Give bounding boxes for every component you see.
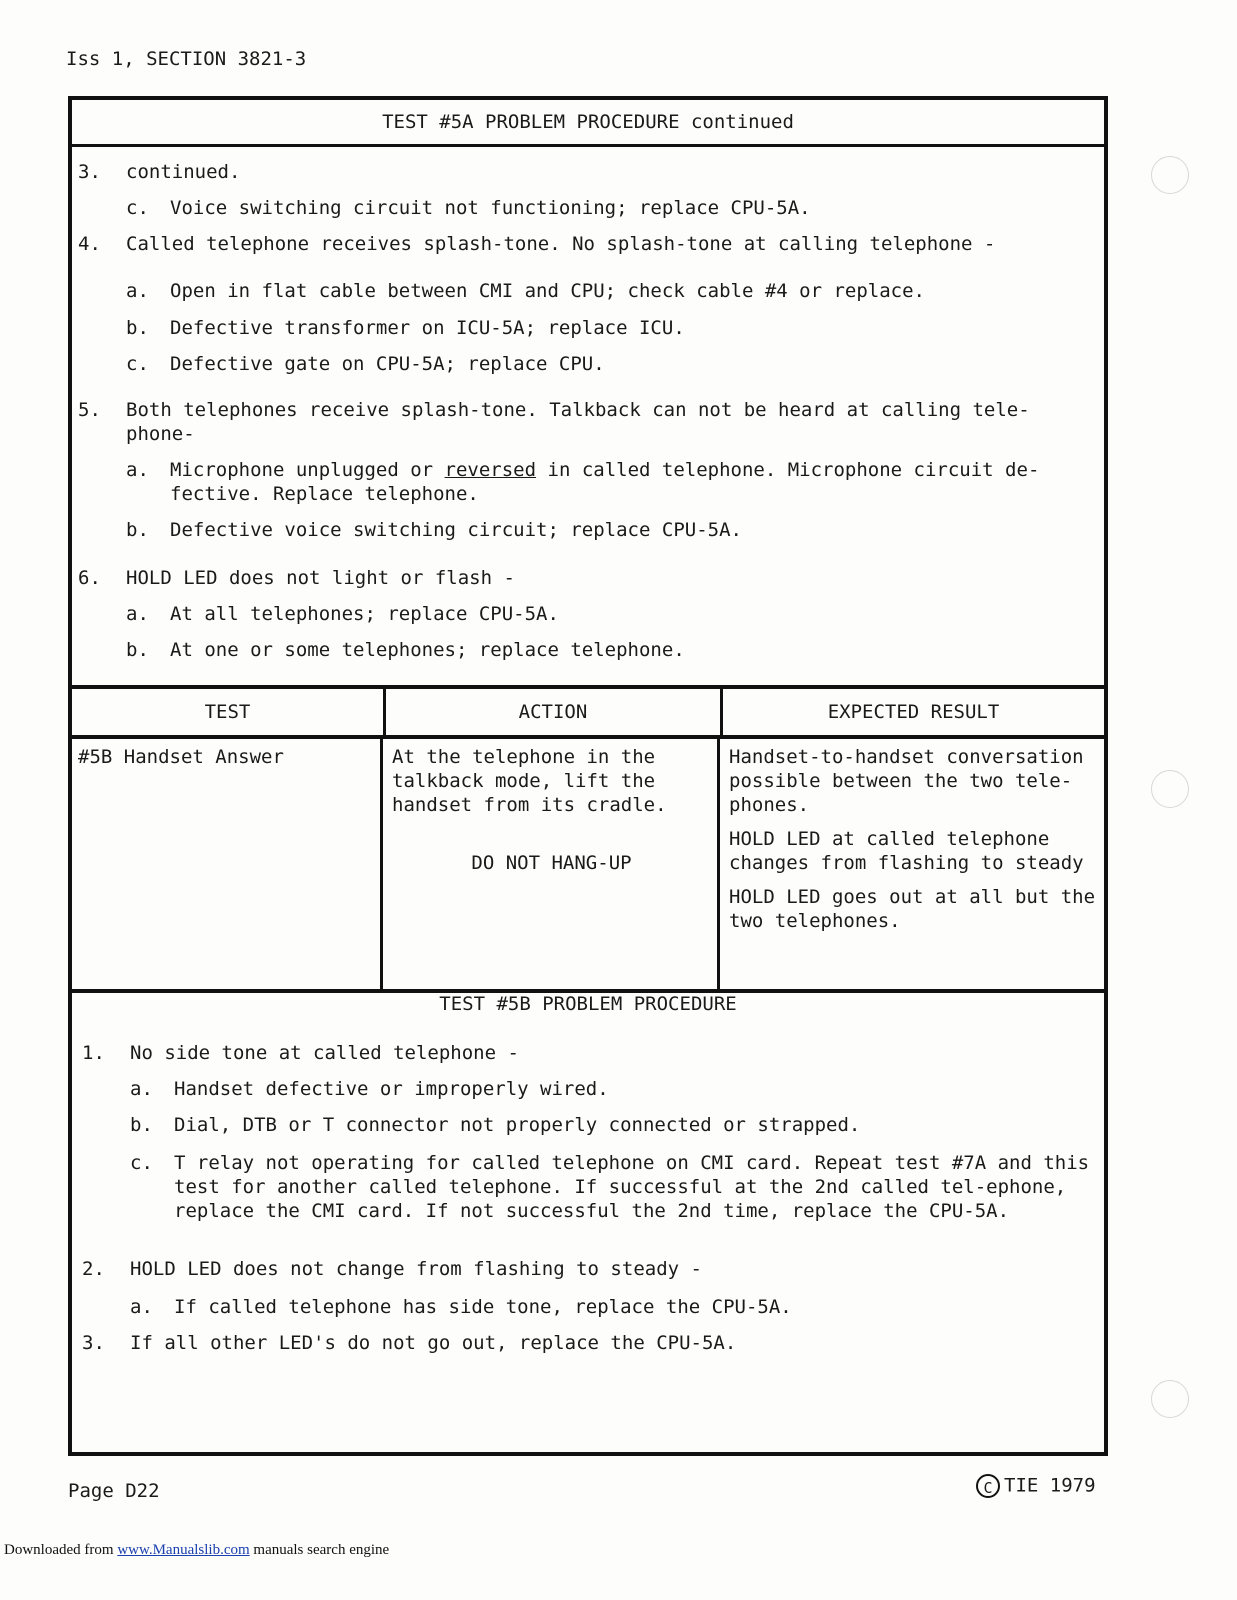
header-action: ACTION — [386, 689, 723, 735]
header-expected-result: EXPECTED RESULT — [827, 701, 1000, 723]
sub-letter: a. — [130, 1078, 153, 1100]
action-note: DO NOT HANG-UP — [471, 852, 632, 874]
binder-hole-3 — [1151, 1380, 1189, 1418]
result-text: HOLD LED goes out at all but the two telephones. — [729, 886, 1096, 932]
cell-action — [386, 739, 720, 989]
item-number: 6. — [78, 567, 101, 589]
sub-text: At one or some telephones; replace telephone. — [170, 639, 685, 661]
section-header: Iss 1, SECTION 3821-3 — [66, 48, 307, 70]
download-suffix: manuals search engine — [249, 1542, 390, 1558]
download-prefix: Downloaded from — [4, 1542, 118, 1558]
item-text: No side tone at called telephone - — [130, 1042, 519, 1064]
binder-hole-2 — [1151, 770, 1189, 808]
page-number: Page D22 — [68, 1480, 160, 1502]
sub-letter: c. — [126, 353, 149, 375]
sub-letter: b. — [126, 519, 149, 541]
cell-expected-result — [723, 739, 1104, 989]
action-text: At the telephone in the talkback mode, lift the handset from its cradle. — [392, 746, 667, 816]
sub-text: Handset defective or improperly wired. — [174, 1078, 609, 1100]
item-text: continued. — [126, 161, 241, 183]
item-text: Called telephone receives splash-tone. No splash-tone at calling telephone - — [126, 233, 996, 255]
sub-letter: a. — [130, 1296, 153, 1318]
sub-text: Dial, DTB or T connector not properly connected or strapped. — [174, 1114, 861, 1136]
sub-text: Open in flat cable between CMI and CPU; check cable #4 or replace. — [170, 280, 925, 302]
sub-letter: b. — [130, 1114, 153, 1136]
sub-text: Defective gate on CPU-5A; replace CPU. — [170, 353, 605, 375]
sub-letter: c. — [126, 197, 149, 219]
item-text: HOLD LED does not light or flash - — [126, 567, 515, 589]
item-text: HOLD LED does not change from flashing to steady - — [130, 1258, 702, 1280]
item-number: 2. — [82, 1258, 105, 1280]
sub-text: At all telephones; replace CPU-5A. — [170, 603, 559, 625]
sub-text: Defective transformer on ICU-5A; replace ICU. — [170, 317, 685, 339]
manualslib-link[interactable]: www.Manualslib.com — [117, 1542, 250, 1558]
sub-letter: c. — [130, 1152, 153, 1174]
result-text: Handset-to-handset conversation possible between the two tele-phones. — [729, 746, 1084, 816]
section-5a — [72, 148, 1104, 686]
item-text: Both telephones receive splash-tone. Talkback can not be heard at calling tele-phone- — [126, 399, 1030, 445]
sub-text: If called telephone has side tone, replace the CPU-5A. — [174, 1296, 792, 1318]
item-text: If all other LED's do not go out, replace the CPU-5A. — [130, 1332, 737, 1354]
section-5b — [72, 989, 1104, 1452]
sub-letter: b. — [126, 639, 149, 661]
copyright-icon: C — [976, 1474, 1000, 1498]
item-number: 4. — [78, 233, 101, 255]
section-5b-title: TEST #5B PROBLEM PROCEDURE — [439, 993, 737, 1015]
underlined-word: reversed — [444, 459, 537, 481]
sub-text: T relay not operating for called telephone on CMI card. Repeat test #7A and this test for another called telephone. If successful at the 2nd called tel-ephone, replace the CMI card. If not successful the 2nd time, replace the CPU-5A. — [174, 1152, 1090, 1222]
item-number: 1. — [82, 1042, 105, 1064]
item-number: 3. — [78, 161, 101, 183]
copyright-text: TIE 1979 — [1004, 1474, 1096, 1497]
section-5a-title: TEST #5A PROBLEM PROCEDURE continued — [72, 100, 1104, 147]
sub-text: Defective voice switching circuit; replace CPU-5A. — [170, 519, 742, 541]
procedure-frame — [68, 96, 1108, 1456]
sub-letter: b. — [126, 317, 149, 339]
download-banner — [4, 1542, 389, 1559]
binder-hole-1 — [1151, 156, 1189, 194]
header-test: TEST — [72, 689, 386, 735]
table-row — [72, 739, 1104, 989]
item-number: 3. — [82, 1332, 105, 1354]
result-text: HOLD LED at called telephone changes from flashing to steady — [729, 828, 1084, 874]
sub-text: Voice switching circuit not functioning; replace CPU-5A. — [170, 197, 811, 219]
sub-letter: a. — [126, 280, 149, 302]
copyright — [976, 1474, 1096, 1498]
sub-letter: a. — [126, 459, 149, 481]
sub-text: Microphone unplugged or reversed in called telephone. Microphone circuit de-fective. Replace telephone. — [170, 459, 1040, 505]
cell-test — [72, 739, 383, 989]
sub-letter: a. — [126, 603, 149, 625]
table-header-row — [72, 689, 1104, 739]
test-name: #5B Handset Answer — [78, 746, 284, 768]
test-table — [72, 685, 1104, 993]
item-number: 5. — [78, 399, 101, 421]
